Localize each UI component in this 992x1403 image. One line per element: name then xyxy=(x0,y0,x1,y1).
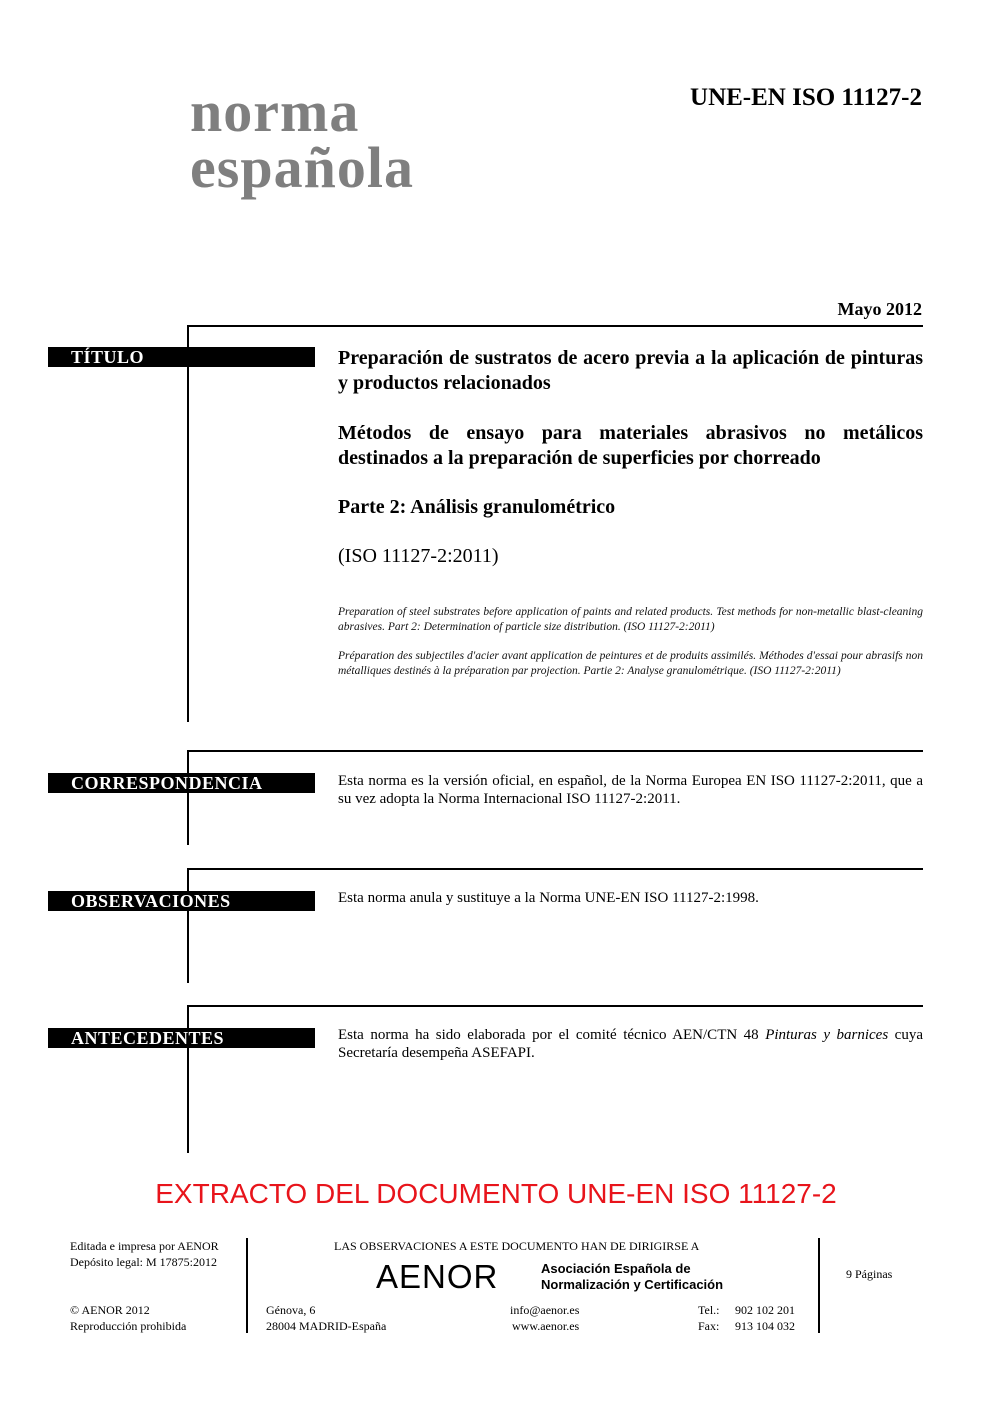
observaciones-text: Esta norma anula y sustituye a la Norma UNE-EN ISO 11127-2:1998. xyxy=(338,890,759,906)
antecedentes-text-end: cuya Secretaría desempeña ASEFAPI. xyxy=(338,1027,923,1061)
footer-email: info@aenor.es xyxy=(510,1303,580,1317)
footer-fax: 913 104 032 xyxy=(735,1319,795,1333)
titulo-content xyxy=(338,346,923,679)
antecedentes-text xyxy=(338,1026,923,1062)
brand-title xyxy=(190,79,414,200)
section-divider xyxy=(188,325,923,327)
label-observaciones: OBSERVACIONES xyxy=(48,891,315,911)
title-spanish-3: Parte 2: Análisis granulométrico xyxy=(338,496,616,518)
title-spanish-2: Métodos de ensayo para materiales abrasivos no metálicos destinados a la preparación de superficies por chorreado xyxy=(338,422,923,469)
footer-address-2: 28004 MADRID-España xyxy=(266,1319,387,1333)
section-divider xyxy=(188,1005,923,1007)
label-titulo: TÍTULO xyxy=(48,347,315,367)
label-correspondencia: CORRESPONDENCIA xyxy=(48,773,315,793)
footer-divider xyxy=(818,1238,820,1333)
title-spanish-1: Preparación de sustratos de acero previa a la aplicación de pinturas y productos relacionados xyxy=(338,347,923,394)
aenor-logo: AENOR xyxy=(376,1258,499,1295)
section-rule xyxy=(187,750,189,845)
aenor-logo-subtitle xyxy=(541,1261,723,1293)
logo-subtitle-line-2: Normalización y Certificación xyxy=(541,1277,724,1292)
footer-fax-label: Fax: xyxy=(698,1319,720,1333)
footer-divider xyxy=(246,1238,248,1333)
antecedentes-text-start: Esta norma ha sido elaborada por el comité técnico AEN/CTN 48 xyxy=(338,1027,766,1043)
footer-tel-label: Tel.: xyxy=(698,1303,720,1317)
publication-date: Mayo 2012 xyxy=(837,299,922,319)
standard-code: UNE-EN ISO 11127-2 xyxy=(690,84,922,111)
footer-observations-header: LAS OBSERVACIONES A ESTE DOCUMENTO HAN DE DIRIGIRSE A xyxy=(334,1239,700,1253)
footer-copyright: © AENOR 2012 xyxy=(70,1303,150,1317)
footer-edited: Editada e impresa por AENOR xyxy=(70,1239,219,1253)
footer-tel: 902 102 201 xyxy=(735,1303,795,1317)
brand-line-1: norma xyxy=(190,79,360,144)
committee-name: Pinturas y barnices xyxy=(765,1027,889,1043)
section-divider xyxy=(188,750,923,752)
title-english: Preparation of steel substrates before application of paints and related products. Test methods for non-metallic blast-cleaning abrasives. Part 2: Determination of particle size distribution. (ISO 11127-2:2011) xyxy=(338,606,923,633)
footer-deposit: Depósito legal: M 17875:2012 xyxy=(70,1255,217,1269)
title-french: Préparation des subjectiles d'acier avant application de peintures et de produits assimilés. Méthodes d'essai pour abrasifs non métalliques destinés à la préparation par projection. Partie 2: Analyse granulométrique. (ISO 11127-2:2011) xyxy=(338,650,923,677)
footer-pages: 9 Páginas xyxy=(846,1267,893,1281)
extract-banner: EXTRACTO DEL DOCUMENTO UNE-EN ISO 11127-2 xyxy=(155,1178,837,1209)
section-divider xyxy=(188,868,923,870)
brand-line-2: española xyxy=(190,135,414,200)
section-rule xyxy=(187,325,189,722)
logo-subtitle-line-1: Asociación Española de xyxy=(541,1261,691,1276)
footer-web: www.aenor.es xyxy=(512,1319,580,1333)
label-antecedentes: ANTECEDENTES xyxy=(48,1028,315,1048)
iso-reference: (ISO 11127-2:2011) xyxy=(338,545,499,567)
correspondencia-text: Esta norma es la versión oficial, en español, de la Norma Europea EN ISO 11127-2:2011, que a su vez adopta la Norma Internacional ISO 11127-2:2011. xyxy=(338,773,923,807)
section-rule xyxy=(187,868,189,983)
footer-address-1: Génova, 6 xyxy=(266,1303,316,1317)
footer-reproduction: Reproducción prohibida xyxy=(70,1319,187,1333)
